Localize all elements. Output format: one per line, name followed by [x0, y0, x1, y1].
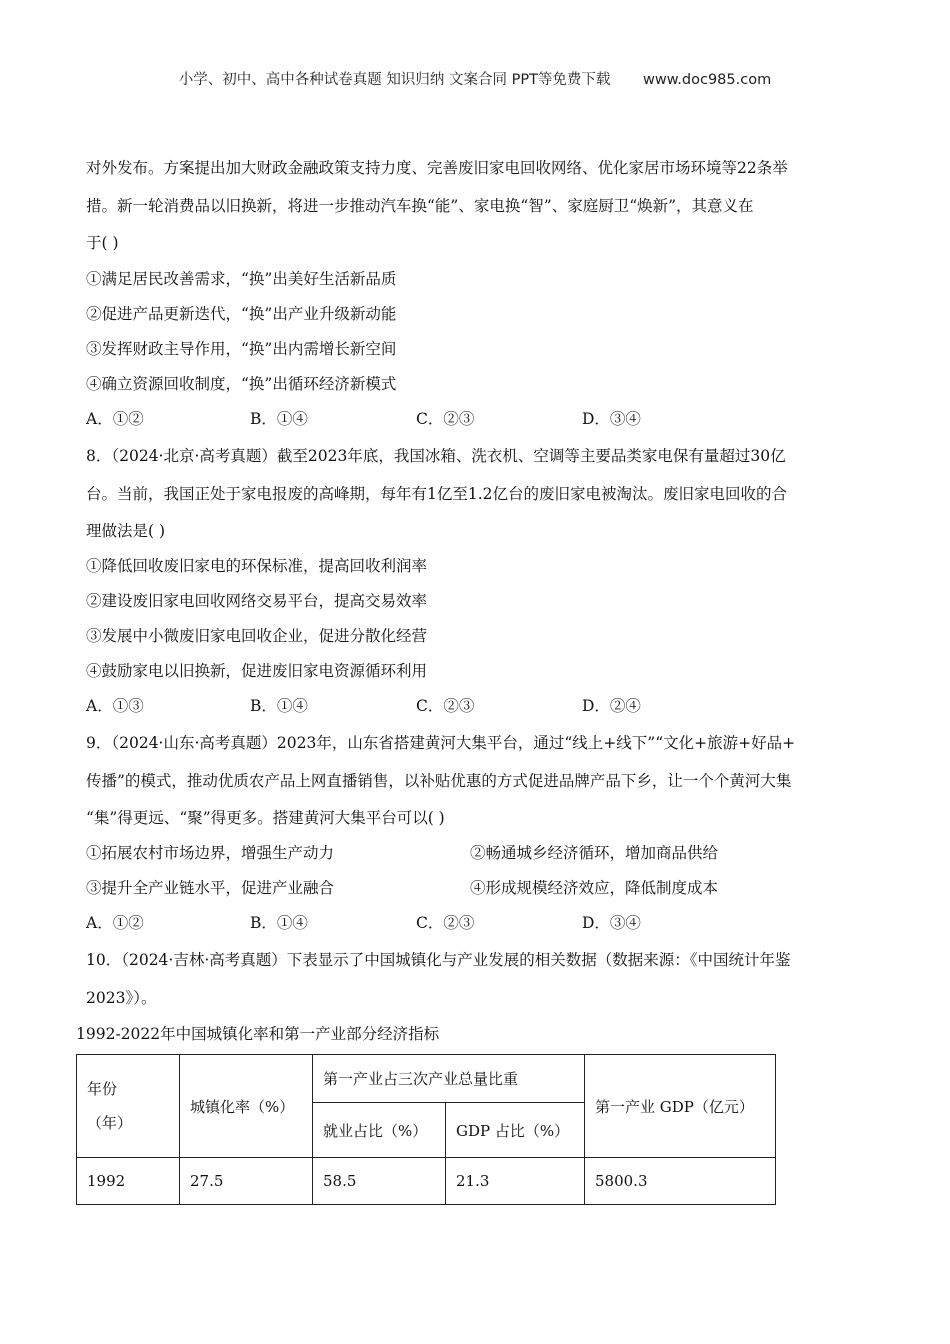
header-urbanization: 城镇化率（%）: [180, 1055, 313, 1158]
q7-item-4: ④确立资源回收制度，“换”出循环经济新模式: [86, 375, 397, 393]
header-gdp-share: GDP 占比（%）: [446, 1103, 585, 1158]
q8-line-2: 台。当前，我国正处于家电报废的高峰期，每年有1亿至1.2亿台的废旧家电被淘汰。废旧家电回收的合: [86, 485, 788, 503]
table-row: [77, 1158, 776, 1205]
q8-item-4: ④鼓励家电以旧换新，促进废旧家电资源循环利用: [86, 662, 428, 680]
q8-option-b[interactable]: B．①④: [250, 697, 308, 715]
q7-item-2: ②促进产品更新迭代，“换”出产业升级新动能: [86, 305, 397, 323]
q7-item-1: ①满足居民改善需求，“换”出美好生活新品质: [86, 270, 397, 288]
header-primary-gdp: 第一产业 GDP（亿元）: [585, 1055, 776, 1158]
q8-line-3: 理做法是( ): [86, 522, 166, 540]
q8-item-1: ①降低回收废旧家电的环保标准，提高回收利润率: [86, 557, 428, 575]
q7-line-1: 对外发布。方案提出加大财政金融政策支持力度、完善废旧家电回收网络、优化家居市场环境等22条举: [86, 159, 788, 177]
q7-option-d[interactable]: D．③④: [582, 410, 641, 428]
q9-line-3: “集”得更远、“聚”得更多。搭建黄河大集平台可以( ): [86, 809, 445, 827]
q8-option-d[interactable]: D．②④: [582, 697, 641, 715]
header-year-unit: （年）: [87, 1114, 133, 1132]
header-year: [77, 1055, 180, 1158]
q8-option-c[interactable]: C．②③: [416, 697, 475, 715]
q9-line-2: 传播”的模式，推动优质农产品上网直播销售，以补贴优惠的方式促进品牌产品下乡，让一个个黄河大集: [86, 772, 792, 790]
header-text: 小学、初中、高中各种试卷真题 知识归纳 文案合同 PPT等免费下载: [178, 72, 611, 88]
q8-item-3: ③发展中小微废旧家电回收企业，促进分散化经营: [86, 627, 428, 645]
cell-primary-gdp: 5800.3: [585, 1158, 776, 1205]
cell-urbanization: 27.5: [180, 1158, 313, 1205]
q8-item-2: ②建设废旧家电回收网络交易平台，提高交易效率: [86, 592, 428, 610]
page-header: [0, 68, 950, 89]
q10-line-1: 10．（2024·吉林·高考真题）下表显示了中国城镇化与产业发展的相关数据（数据来源：《中国统计年鉴: [86, 951, 791, 969]
q9-item-4: ④形成规模经济效应，降低制度成本: [470, 879, 719, 897]
q9-item-2: ②畅通城乡经济循环，增加商品供给: [470, 844, 719, 862]
q7-option-b[interactable]: B．①④: [250, 410, 308, 428]
table-caption: 1992-2022年中国城镇化率和第一产业部分经济指标: [76, 1025, 440, 1043]
q7-option-a[interactable]: A．①②: [86, 410, 144, 428]
header-employment-share: 就业占比（%）: [313, 1103, 446, 1158]
q9-option-c[interactable]: C．②③: [416, 914, 475, 932]
q7-item-3: ③发挥财政主导作用，“换”出内需增长新空间: [86, 340, 397, 358]
q9-option-a[interactable]: A．①②: [86, 914, 144, 932]
q9-item-3: ③提升全产业链水平，促进产业融合: [86, 879, 335, 897]
header-primary-share: 第一产业占三次产业总量比重: [313, 1055, 585, 1103]
q8-option-a[interactable]: A．①③: [86, 697, 144, 715]
cell-employment-share: 58.5: [313, 1158, 446, 1205]
q9-option-b[interactable]: B．①④: [250, 914, 308, 932]
q7-option-c[interactable]: C．②③: [416, 410, 475, 428]
q8-line-1: 8．（2024·北京·高考真题）截至2023年底，我国冰箱、洗衣机、空调等主要品类家电保有量超过30亿: [86, 447, 786, 465]
header-site-link[interactable]: www.doc985.com: [643, 72, 772, 88]
q9-item-1: ①拓展农村市场边界，增强生产动力: [86, 844, 335, 862]
cell-year: 1992: [77, 1158, 180, 1205]
q7-line-3: 于( ): [86, 234, 119, 252]
q10-line-2: 2023》）。: [86, 989, 157, 1007]
q9-line-1: 9．（2024·山东·高考真题）2023年，山东省搭建黄河大集平台，通过“线上+线下”“文化+旅游+好品+: [86, 734, 796, 752]
header-year-label: 年份: [87, 1080, 118, 1098]
q7-line-2: 措。新一轮消费品以旧换新，将进一步推动汽车换“能”、家电换“智”、家庭厨卫“焕新”，其意义在: [86, 197, 754, 215]
q9-option-d[interactable]: D．③④: [582, 914, 641, 932]
cell-gdp-share: 21.3: [446, 1158, 585, 1205]
data-table: [76, 1054, 776, 1205]
